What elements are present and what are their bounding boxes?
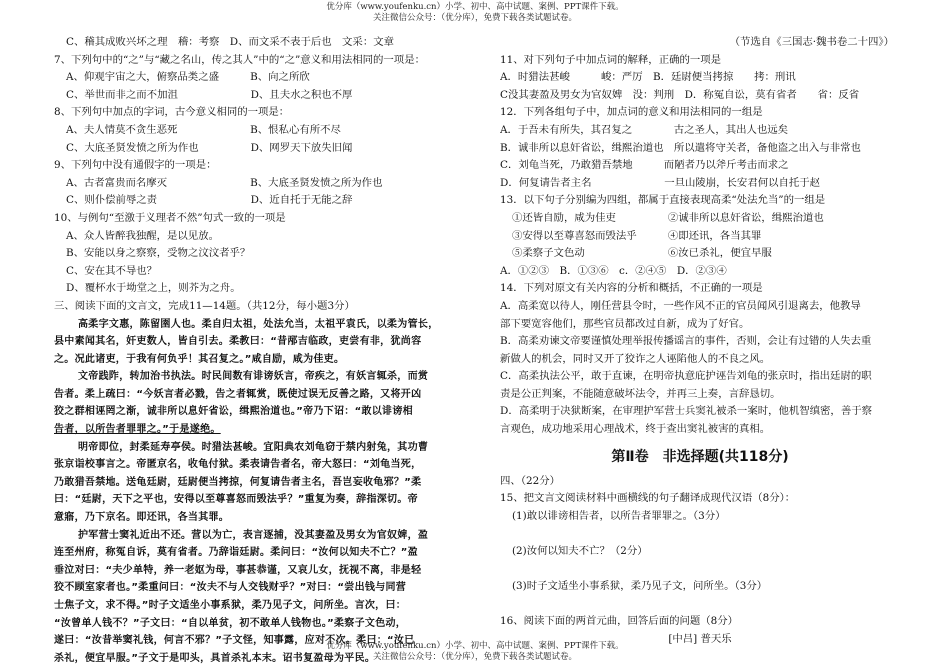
passage-line: 告者。柔上疏曰：“今妖言者必戮，告之者辄赏，既使过误无反善之路，又将开凶: [54, 388, 422, 400]
passage-line: 遂曰：“汝昔举窦礼钱，何言不邪？”子文怪，知事露，应对不次。柔曰：“汝已: [54, 635, 415, 647]
q15-sub-2: (2)汝何以知夫不亡？（2分）: [512, 545, 648, 558]
q12-stem: 12．下列各组句子中，加点词的意义和用法相同的一组是: [500, 106, 763, 119]
footer-line-1: 优分库（www.youfenku.cn）小学、初中、高中试题、案例、PPT课件下载。: [326, 641, 624, 651]
section-3-heading: 三、阅读下面的文言文，完成11—14题。（共12分，每小题3分）: [54, 299, 355, 312]
page-footer: [0, 641, 950, 663]
header-line-2: 关注微信公众号：（优分库），免费下载各类试题试卷。: [372, 13, 577, 23]
q13-stem: 13．以下句子分别编为四组，都属于直接表现高柔“处法允当”的一组是: [500, 194, 826, 207]
passage-line: 连至州府，称冤自诉，莫有省者。乃辞诣廷尉。柔问曰：“汝何以知夫不亡？”盈: [54, 547, 418, 559]
passage-source: （节选自《三国志·魏书卷二十四》）: [729, 36, 894, 48]
passage-line: 狡之群相诬罔之渐，诚非所以息奸省讼，缉熙治道也。”帝乃下诏：“敢以诽谤相: [54, 406, 413, 418]
passage-line: 文帝践阼，转加治书执法。时民间数有诽谤妖言，帝疾之，有妖言辄杀，而赏: [78, 371, 429, 383]
q13-items-12: ①还皆自励，咸为佳吏 ②诚非所以息奸省讼，缉熙治道也: [512, 211, 824, 224]
q7-options-ab: A、仰观宇宙之大，俯察品类之盛 B、向之所欣: [66, 71, 310, 84]
q9-options-cd: C、则仆偿前辱之责 D、近自托于无能之辞: [66, 194, 353, 207]
passage-line: 之。况此诸吏，于我有何负乎！其召复之。”咸自励，咸为佳吏。: [54, 353, 345, 365]
passage-line-underlined: 告者，以所告者罪罪之。”于是遂绝。: [54, 424, 221, 436]
passage-line: 狡不顾室家者也。”柔重问曰：“汝夫不与人交钱财乎？”对曰：“尝出钱与同营: [54, 582, 407, 594]
q10-option-d: D、覆杯水于坳堂之上，则芥为之舟。: [66, 282, 241, 295]
poem-title: [中吕] 普天乐: [668, 633, 732, 645]
left-column: [54, 34, 474, 667]
q14-option-b: B．高柔劝谏文帝要谨慎处理举报传播谣言的事件，否则，会让有过错的人失去重: [500, 335, 872, 348]
q14-option-a-cont: 部下要宽容他们，那些官员都改过自新，成为了好官。: [500, 317, 750, 330]
q14-option-c: C．高柔执法公平，敢于直谏，在明帝执意庇护诬告刘龟的张京时，指出廷尉的职: [500, 370, 872, 383]
q9-stem: 9、下列句中没有通假字的一项是：: [54, 159, 217, 172]
q14-option-c-cont: 责是公正判案，不能随意破坏法令，并再三上奏，言辞恳切。: [500, 387, 781, 400]
passage-line: 张京诣校事言之。帝匿京名，收龟付狱。柔表请告者名，帝大怒曰：“刘龟当死，: [54, 459, 422, 471]
q13-options: A．①②③ B．①③⑥ c．②④⑤ D．②③④: [500, 264, 727, 277]
answer-space: [500, 561, 900, 579]
q8-options-ab: A、夫人情莫不贪生恶死 B、恨私心有所不尽: [66, 123, 341, 136]
q10-option-b: B、安能以身之察察，受物之汶汶者乎？: [66, 247, 251, 260]
q12-option-b: B．诚非所以息奸省讼，缉熙治道也 所以遣将守关者，备他盗之出入与非常也: [500, 141, 861, 154]
q11-options-cd: C没其妻盈及男女为官奴婢 没：判刑 D．称冤自讼，莫有省者 省：反省: [500, 88, 860, 101]
q9-options-ab: A、古者富贵而名摩灭 B、大底圣贤发愤之所为作也: [66, 176, 383, 189]
q10-option-a: A、众人皆醉我独醒，是以见放。: [66, 229, 219, 242]
passage-line: 杀礼，便宜早服。”子文于是叩头，具首杀礼本末。诏书复盈母为平民。: [54, 652, 376, 664]
q12-option-c: C．刘龟当死，乃敢猎吾禁地 而陋者乃以斧斤考击而求之: [500, 159, 789, 172]
passage-line: 护军营士窦礼近出不还。营以为亡，表言逐捕，没其妻盈及男女为官奴婢，盈: [78, 529, 429, 541]
answer-space: [500, 596, 900, 614]
header-line-1: 优分库（www.youfenku.cn）小学、初中、高中试题、案例、PPT课件下载。: [326, 2, 624, 12]
q12-option-a: A．于吾未有所失，其召复之 古之圣人，其出人也远矣: [500, 123, 789, 136]
passage-line: 县中素闻其名，奸吏数人，皆自引去。柔教曰：“昔邴吉临政，吏尝有非，犹尚容: [54, 336, 422, 348]
passage-line: 高柔字文惠，陈留圉人也。柔自归太祖，处法允当，太祖平袁氏，以柔为管长，: [78, 318, 439, 330]
passage-line: 士焦子文，求不得。”时子文适坐小事系狱，柔乃见子文，问所坐。言次，曰：: [54, 600, 407, 611]
q13-items-56: ⑤柔察子文色动 ⑥汝已杀礼，便宜早服: [512, 247, 772, 260]
q14-option-b-cont: 新做人的机会，同时又开了狡诈之人诬陷他人的不良之风。: [500, 352, 771, 365]
q11-stem: 11、对下列句子中加点词的解释，正确的一项是: [500, 53, 722, 66]
q8-options-cd: C、大底圣贤发愤之所为作也 D、网罗天下放失旧闻: [66, 141, 353, 154]
q15-sub-1: (1)敢以诽谤相告者，以所告者罪罪之。（3分）: [512, 509, 726, 522]
section-2-title: 第Ⅱ卷 非选择题(共118分): [611, 448, 789, 465]
q11-options-ab: A．时猎法甚峻 峻：严厉 B．廷尉便当拷掠 拷：刑讯: [500, 71, 796, 84]
q12-option-d: D．何复请告者主名 一旦山陵崩，长安君何以自托于赵: [500, 176, 821, 189]
q16-stem: 16、阅读下面的两首元曲，回答后面的问题（8分）: [500, 615, 739, 628]
q14-stem: 14．下列对原文有关内容的分析和概括，不正确的一项是: [500, 282, 763, 295]
q15-sub-3: (3)时子文适坐小事系狱，柔乃见子文，问所坐。（3分）: [512, 580, 768, 593]
q6-options-cd: C、稽其成败兴坏之理 稽：考察 D、而文采不表于后也 文采：文章: [66, 36, 394, 48]
passage-line: 乃敢猎吾禁地。送龟廷尉，廷尉便当拷掠，何复请告者主名，吾岂妄收龟邪？”柔: [54, 476, 422, 488]
passage-line: 垂泣对曰：“夫少单特，养一老妪为母，事甚恭谨，又哀儿女，抚视不离，非是轻: [54, 564, 422, 576]
q10-stem: 10、与例句“至激于义理者不然”句式一致的一项是: [54, 211, 286, 224]
passage-line: 曰：“廷尉，天下之平也，安得以至尊喜怒而毁法乎？”重复为奏，辞指深切。帝: [54, 494, 418, 506]
q14-option-a: A．高柔宽以待人，刚任营县令时，一些作风不正的官员闻风引退离去，他教导: [500, 299, 861, 312]
q14-option-d-cont: 言观色，成功地采用心理战术，终于查出窦礼被害的真相。: [500, 423, 771, 436]
passage-line: “汝曾单人钱不？”子文曰：“自以单贫，初不敢单人钱物也。”柔察子文色动，: [54, 617, 407, 629]
q14-option-d: D．高柔明于决狱断案，在审理护军营士兵窦礼被杀一案时，他机智缜密，善于察: [500, 405, 872, 418]
q10-option-c: C、安在其不导也？: [66, 264, 158, 277]
q13-items-34: ③安得以至尊喜怒而毁法乎 ④即还讯，各当其罪: [512, 229, 762, 242]
q15-stem: 15、把文言文阅读材料中画横线的句子翻译成现代汉语（8分）：: [500, 492, 796, 505]
q8-stem: 8、下列句中加点的字词，古今意义相同的一项是：: [54, 106, 290, 119]
footer-line-2: 关注微信公众号：（优分库），免费下载各类试题试卷。: [372, 652, 577, 662]
part-4-heading: 四、（22分）: [500, 474, 560, 487]
right-column: [500, 34, 900, 649]
answer-space: [500, 525, 900, 543]
page-header: [0, 2, 950, 24]
passage-line: 明帝即位，封柔延寿亭侯。时猎法甚峻。宜阳典农刘龟窃于禁内射兔，其功曹: [78, 441, 429, 453]
q7-options-cd: C、举世而非之而不加沮 D、且夫水之积也不厚: [66, 88, 353, 101]
passage-line: 意寤，乃下京名。即还讯，各当其罪。: [54, 512, 230, 524]
q7-stem: 7、下列句中的“之”与“藏之名山，传之其人”中的“之”意义和用法相同的一项是：: [54, 53, 425, 66]
